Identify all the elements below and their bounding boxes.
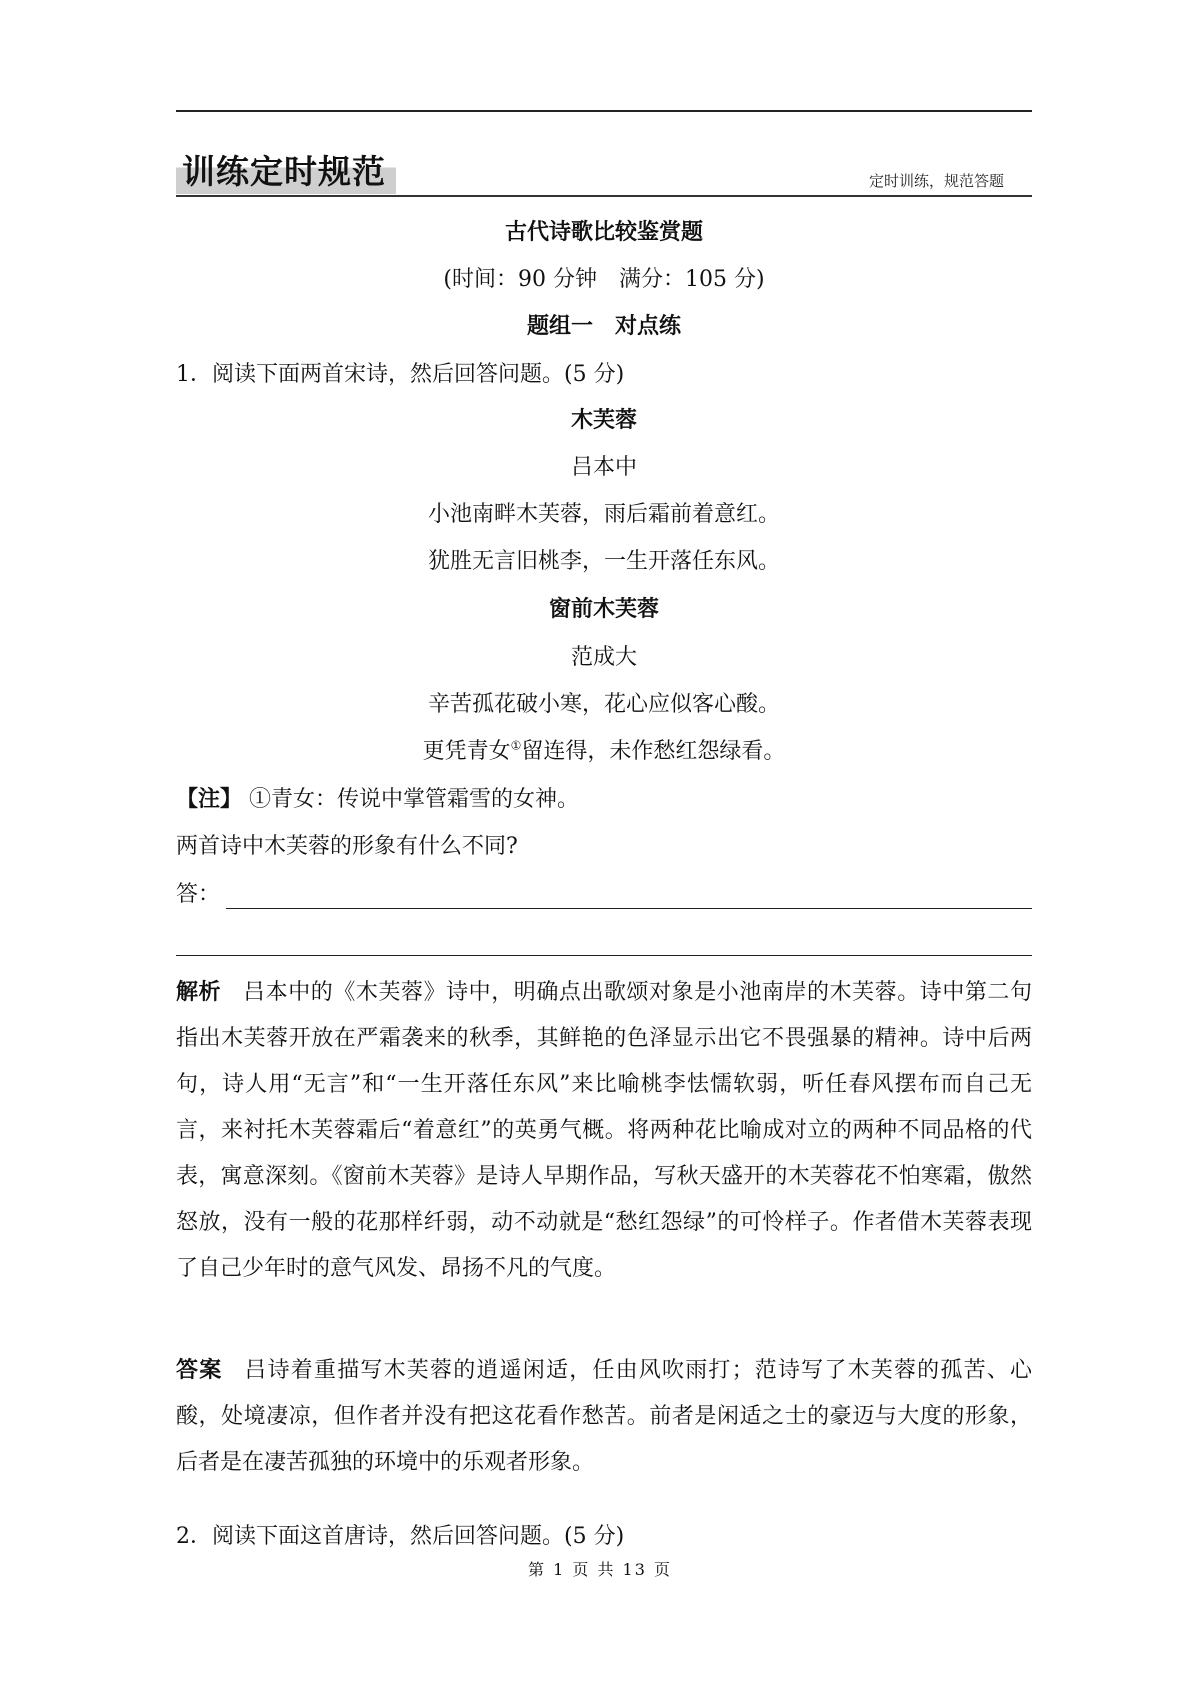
question-1-prompt: 1．阅读下面两首宋诗，然后回答问题。(5 分) <box>176 362 625 387</box>
question-2-prompt: 2．阅读下面这首唐诗，然后回答问题。(5 分) <box>176 1524 625 1549</box>
exam-meta: (时间：90 分钟 满分：105 分) <box>443 267 765 292</box>
poem-2-line-2-part-a: 更凭青女 <box>422 739 511 764</box>
answer-key-paragraph <box>176 1348 1032 1486</box>
poem-1-author: 吕本中 <box>570 455 637 480</box>
poem-2-line-2-part-b: 留连得，未作愁红怨绿看。 <box>521 739 786 764</box>
answer-line-2[interactable] <box>176 955 1032 956</box>
analysis-label: 解析 <box>176 980 222 1005</box>
poem-2-author: 范成大 <box>570 645 637 670</box>
footnote-marker: ① <box>510 738 522 753</box>
page-title: 古代诗歌比较鉴赏题 <box>504 220 703 245</box>
group-heading: 题组一 对点练 <box>526 314 681 339</box>
poem-1-line-1: 小池南畔木芙蓉，雨后霜前着意红。 <box>427 502 780 527</box>
analysis-text: 吕本中的《木芙蓉》诗中，明确点出歌颂对象是小池南岸的木芙蓉。诗中第二句指出木芙蓉开放在严霜袭来的秋季，其鲜艳的色泽显示出它不畏强暴的精神。诗中后两句，诗人用“无言”和“一生开落任东风”来比喻桃李怯懦软弱，听任春风摆布而自己无言，来衬托木芙蓉霜后“着意红”的英勇气概。将两种花比喻成对立的两种不同品格的代表，寓意深刻。《窗前木芙蓉》是诗人早期作品，写秋天盛开的木芙蓉花不怕寒霜，傲然怒放，没有一般的花那样纤弱，动不动就是“愁红怨绿”的可怜样子。作者借木芙蓉表现了自己少年时的意气风发、昂扬不凡的气度。 <box>176 980 1032 1281</box>
poem-2-line-1: 辛苦孤花破小寒，花心应似客心酸。 <box>427 692 780 717</box>
answer-line-1[interactable] <box>226 908 1032 909</box>
top-rule <box>176 110 1032 112</box>
poem-2-title: 窗前木芙蓉 <box>548 597 659 622</box>
answer-label: 答： <box>176 882 221 907</box>
poem-1-line-2: 犹胜无言旧桃李，一生开落任东风。 <box>427 549 780 574</box>
note-text: ①青女：传说中掌管霜雪的女神。 <box>249 787 580 812</box>
banner-subtitle: 定时训练，规范答题 <box>868 172 1004 190</box>
banner-title: 训练定时规范 <box>176 150 396 194</box>
footnote <box>176 785 1032 815</box>
banner-rule <box>176 195 1032 197</box>
answer-key-label: 答案 <box>176 1358 223 1383</box>
answer-key-text: 吕诗着重描写木芙蓉的逍遥闲适，任由风吹雨打；范诗写了木芙蓉的孤苦、心酸，处境凄凉，但作者并没有把这花看作愁苦。前者是闲适之士的豪迈与大度的形象，后者是在凄苦孤独的环境中的乐观者形象。 <box>176 1358 1032 1475</box>
page-footer: 第 1 页 共 13 页 <box>528 1560 672 1579</box>
poem-1-title: 木芙蓉 <box>570 408 637 433</box>
question-1-text: 两首诗中木芙蓉的形象有什么不同? <box>176 834 518 859</box>
note-label: 【注】 <box>176 787 243 812</box>
analysis-paragraph <box>176 970 1032 1292</box>
section-banner <box>176 150 1032 196</box>
poem-2-line-2 <box>176 737 1032 767</box>
